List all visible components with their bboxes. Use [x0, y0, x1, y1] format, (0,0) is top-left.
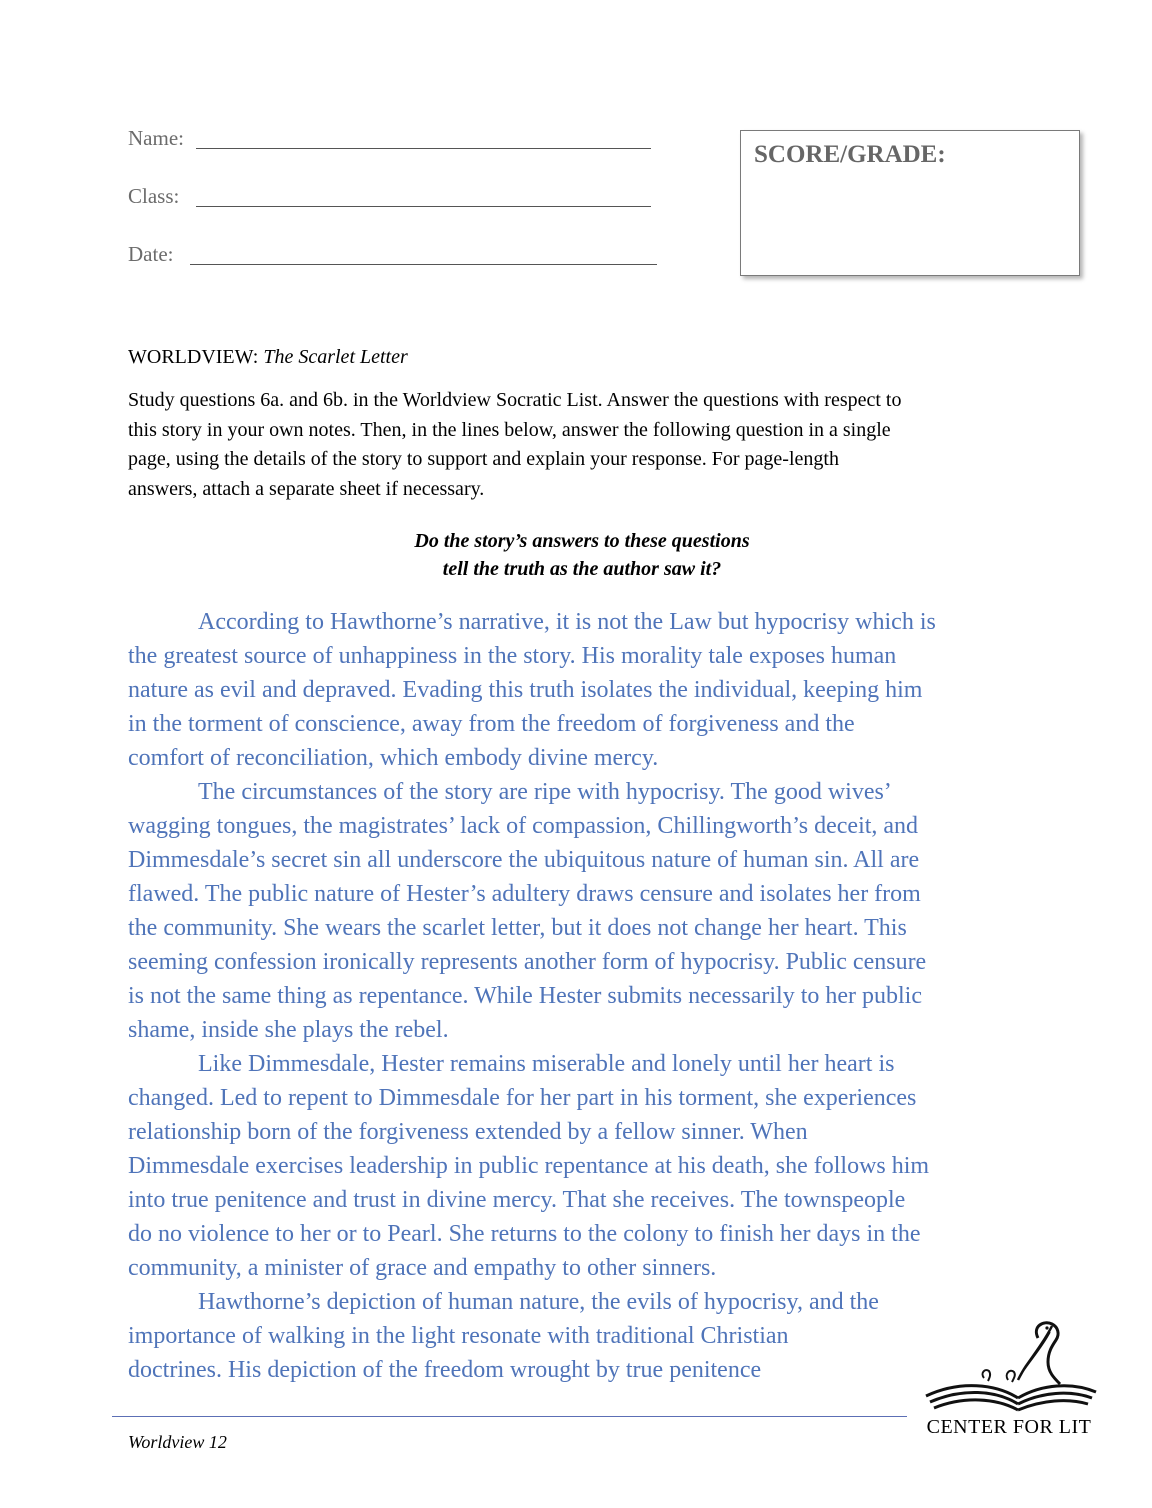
answer-line: Dimmesdale exercises leadership in public repentance at his death, she follows him — [128, 1153, 930, 1179]
answer-line: the community. She wears the scarlet letter, but it does not change her heart. This — [128, 915, 907, 941]
name-label: Name: — [128, 126, 184, 150]
instructions-line: answers, attach a separate sheet if necessary. — [128, 477, 485, 500]
answer-line: wagging tongues, the magistrates’ lack of compassion, Chillingworth’s deceit, and — [128, 813, 919, 839]
answer-line: shame, inside she plays the rebel. — [128, 1017, 449, 1043]
answer-line: flawed. The public nature of Hester’s adultery draws censure and isolates her from — [128, 881, 921, 907]
answer-line: comfort of reconciliation, which embody divine mercy. — [128, 745, 659, 771]
answer-line: nature as evil and depraved. Evading this truth isolates the individual, keeping him — [128, 677, 923, 703]
answer-line: do no violence to her or to Pearl. She returns to the colony to finish her days in the — [128, 1221, 921, 1247]
class-field-row — [128, 184, 179, 209]
name-field-row — [128, 126, 184, 151]
instructions-line: page, using the details of the story to support and explain your response. For page-length — [128, 448, 839, 470]
date-label: Date: — [128, 242, 174, 266]
answer-line: seeming confession ironically represents another form of hypocrisy. Public censure — [128, 949, 927, 975]
answer-line: into true penitence and trust in divine mercy. That she receives. The townspeople — [128, 1187, 906, 1213]
question-line: tell the truth as the author saw it? — [442, 558, 722, 580]
footer-page-label: Worldview 12 — [128, 1432, 227, 1452]
date-line[interactable] — [190, 264, 657, 265]
answer-paragraph-1 — [128, 605, 1048, 775]
pelican-book-logo-icon — [920, 1318, 1100, 1416]
answer-line: According to Hawthorne’s narrative, it is not the Law but hypocrisy which is — [198, 609, 936, 635]
answer-line: community, a minister of grace and empathy to other sinners. — [128, 1255, 717, 1281]
name-line[interactable] — [196, 148, 651, 149]
chick-outline — [1007, 1371, 1015, 1382]
answer-paragraph-2 — [128, 775, 1048, 1047]
answer-line: changed. Led to repent to Dimmesdale for her part in his torment, she experiences — [128, 1085, 917, 1111]
instructions-line: this story in your own notes. Then, in the lines below, answer the following question in a single — [128, 418, 891, 441]
class-line[interactable] — [196, 206, 651, 207]
heading-title: The Scarlet Letter — [263, 346, 408, 368]
answer-line: Dimmesdale’s secret sin all underscore the ubiquitous nature of human sin. All are — [128, 847, 920, 873]
answer-line: The circumstances of the story are ripe with hypocrisy. The good wives’ — [198, 779, 892, 805]
heading-prefix: WORLDVIEW: — [128, 346, 259, 368]
date-field-row — [128, 242, 173, 267]
worksheet-heading — [128, 346, 408, 369]
footer-divider — [112, 1416, 907, 1417]
book-page — [930, 1392, 1018, 1404]
answer-paragraph-4 — [128, 1285, 1048, 1387]
answer-line: Hawthorne’s depiction of human nature, the evils of hypocrisy, and the — [198, 1289, 879, 1315]
answer-line: relationship born of the forgiveness extended by a fellow sinner. When — [128, 1119, 808, 1145]
answer-line: the greatest source of unhappiness in the story. His morality tale exposes human — [128, 643, 897, 669]
center-for-lit-logo-text: CENTER FOR LIT — [926, 1416, 1092, 1438]
essay-question — [0, 527, 1152, 583]
score-grade-box[interactable] — [740, 130, 1080, 276]
class-label: Class: — [128, 184, 180, 208]
question-line: Do the story’s answers to these questions — [414, 530, 750, 552]
score-grade-label: SCORE/GRADE: — [754, 141, 946, 168]
book-page — [1018, 1401, 1088, 1410]
answer-paragraph-3 — [128, 1047, 1048, 1285]
answer-line: Like Dimmesdale, Hester remains miserable and lonely until her heart is — [198, 1051, 895, 1077]
chick-outline — [983, 1370, 991, 1381]
book-page — [934, 1400, 1018, 1410]
instructions-line: Study questions 6a. and 6b. in the Worldview Socratic List. Answer the questions with respect to — [128, 389, 902, 411]
essay-answer — [128, 605, 1048, 1387]
instructions — [128, 386, 1058, 504]
pelican-eye — [1045, 1326, 1048, 1329]
answer-line: importance of walking in the light resonate with traditional Christian — [128, 1323, 789, 1349]
answer-line: in the torment of conscience, away from the freedom of forgiveness and the — [128, 711, 855, 737]
answer-line: doctrines. His depiction of the freedom wrought by true penitence — [128, 1357, 762, 1383]
answer-line: is not the same thing as repentance. While Hester submits necessarily to her public — [128, 983, 923, 1009]
